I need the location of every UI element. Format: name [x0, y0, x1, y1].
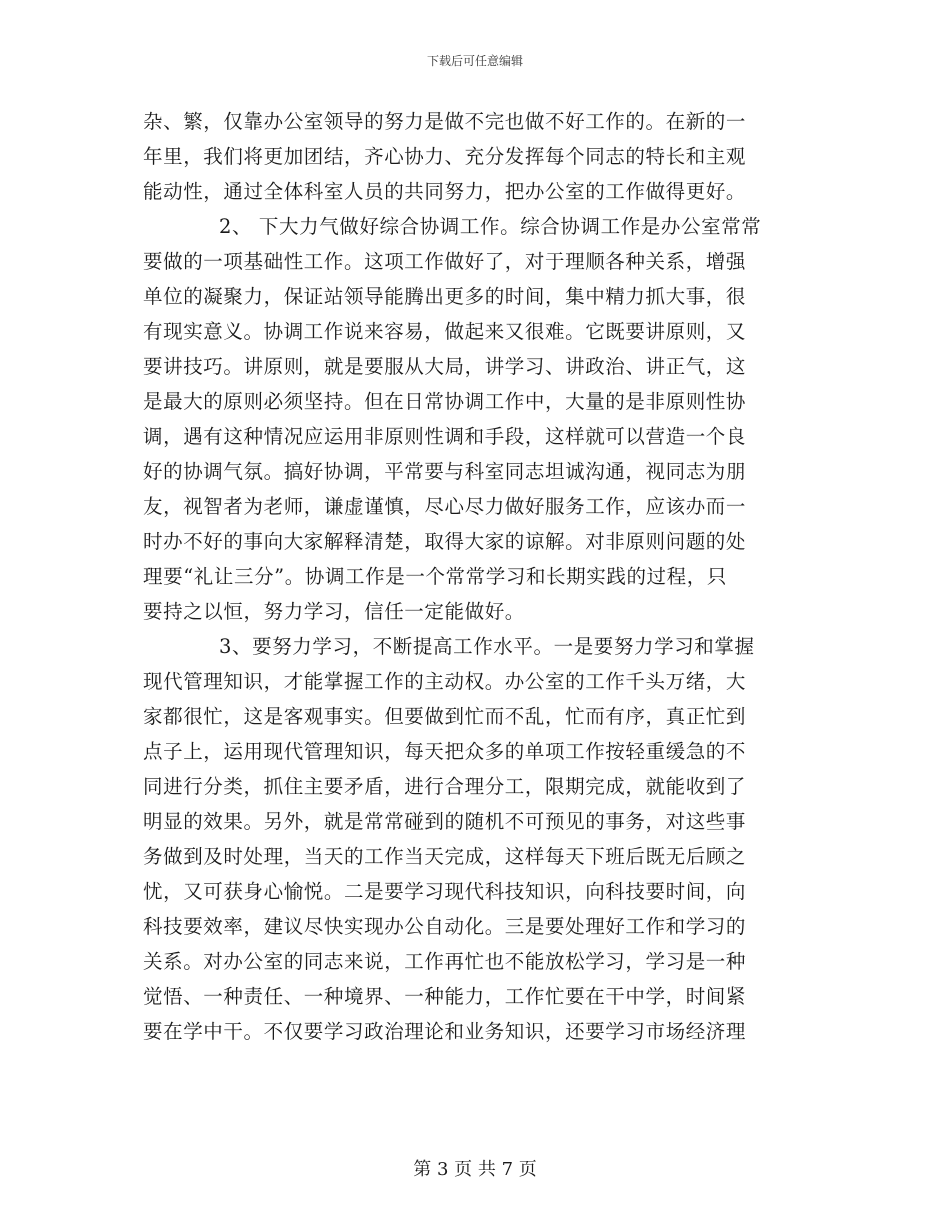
text-line: 时办不好的事向大家解释清楚，取得大家的谅解。对非原则问题的处	[143, 530, 747, 553]
page-footer: 第 3 页 共 7 页	[413, 1159, 537, 1180]
text-line: 要做的一项基础性工作。这项工作做好了，对于理顺各种关系，增强	[143, 250, 747, 273]
page-header: 下载后可任意编辑	[426, 54, 523, 68]
text-line: 要持之以恒，努力学习，信任一定能做好。	[143, 600, 525, 623]
text-line: 家都很忙，这是客观事实。但要做到忙而不乱，忙而有序，真正忙到	[143, 705, 747, 728]
text-line: 现代管理知识，才能掌握工作的主动权。办公室的工作千头万绪，大	[143, 670, 747, 693]
text-line: 同进行分类，抓住主要矛盾，进行合理分工，限期完成，就能收到了	[143, 775, 747, 798]
text-line: 点子上，运用现代管理知识，每天把众多的单项工作按轻重缓急的不	[143, 740, 747, 763]
text-line: 调，遇有这种情况应运用非原则性调和手段，这样就可以营造一个良	[143, 425, 747, 448]
text-line: 务做到及时处理，当天的工作当天完成，这样每天下班后既无后顾之	[143, 845, 747, 868]
text-line: 要讲技巧。讲原则，就是要服从大局，讲学习、讲政治、讲正气，这	[143, 355, 747, 378]
text-line: 杂、繁，仅靠办公室领导的努力是做不完也做不好工作的。在新的一	[143, 110, 747, 133]
text-line: 单位的凝聚力，保证站领导能腾出更多的时间，集中精力抓大事，很	[143, 285, 747, 308]
paragraph-start-line: 3、要努力学习，不断提高工作水平。一是要努力学习和掌握	[219, 635, 755, 658]
paragraph-start-line: 2、 下大力气做好综合协调工作。综合协调工作是办公室常常	[219, 215, 762, 238]
document-body	[143, 104, 805, 1049]
text-line: 觉悟、一种责任、一种境界、一种能力，工作忙要在干中学，时间紧	[143, 985, 747, 1008]
text-line: 关系。对办公室的同志来说，工作再忙也不能放松学习，学习是一种	[143, 950, 747, 973]
text-line: 理要“礼让三分”。协调工作是一个常常学习和长期实践的过程，只	[143, 565, 727, 588]
text-line: 忧，又可获身心愉悦。二是要学习现代科技知识，向科技要时间，向	[143, 880, 747, 903]
text-line: 年里，我们将更加团结，齐心协力、充分发挥每个同志的特长和主观	[143, 145, 747, 168]
text-line: 明显的效果。另外，就是常常碰到的随机不可预见的事务，对这些事	[143, 810, 747, 833]
text-line: 要在学中干。不仅要学习政治理论和业务知识，还要学习市场经济理	[143, 1020, 747, 1043]
text-line: 科技要效率，建议尽快实现办公自动化。三是要处理好工作和学习的	[143, 915, 747, 938]
text-line: 好的协调气氛。搞好协调，平常要与科室同志坦诚沟通，视同志为朋	[143, 460, 747, 483]
text-line: 能动性，通过全体科室人员的共同努力，把办公室的工作做得更好。	[143, 180, 747, 203]
text-line: 有现实意义。协调工作说来容易，做起来又很难。它既要讲原则，又	[143, 320, 747, 343]
text-line: 友，视智者为老师，谦虚谨慎，尽心尽力做好服务工作，应该办而一	[143, 495, 747, 518]
text-line: 是最大的原则必须坚持。但在日常协调工作中，大量的是非原则性协	[143, 390, 747, 413]
